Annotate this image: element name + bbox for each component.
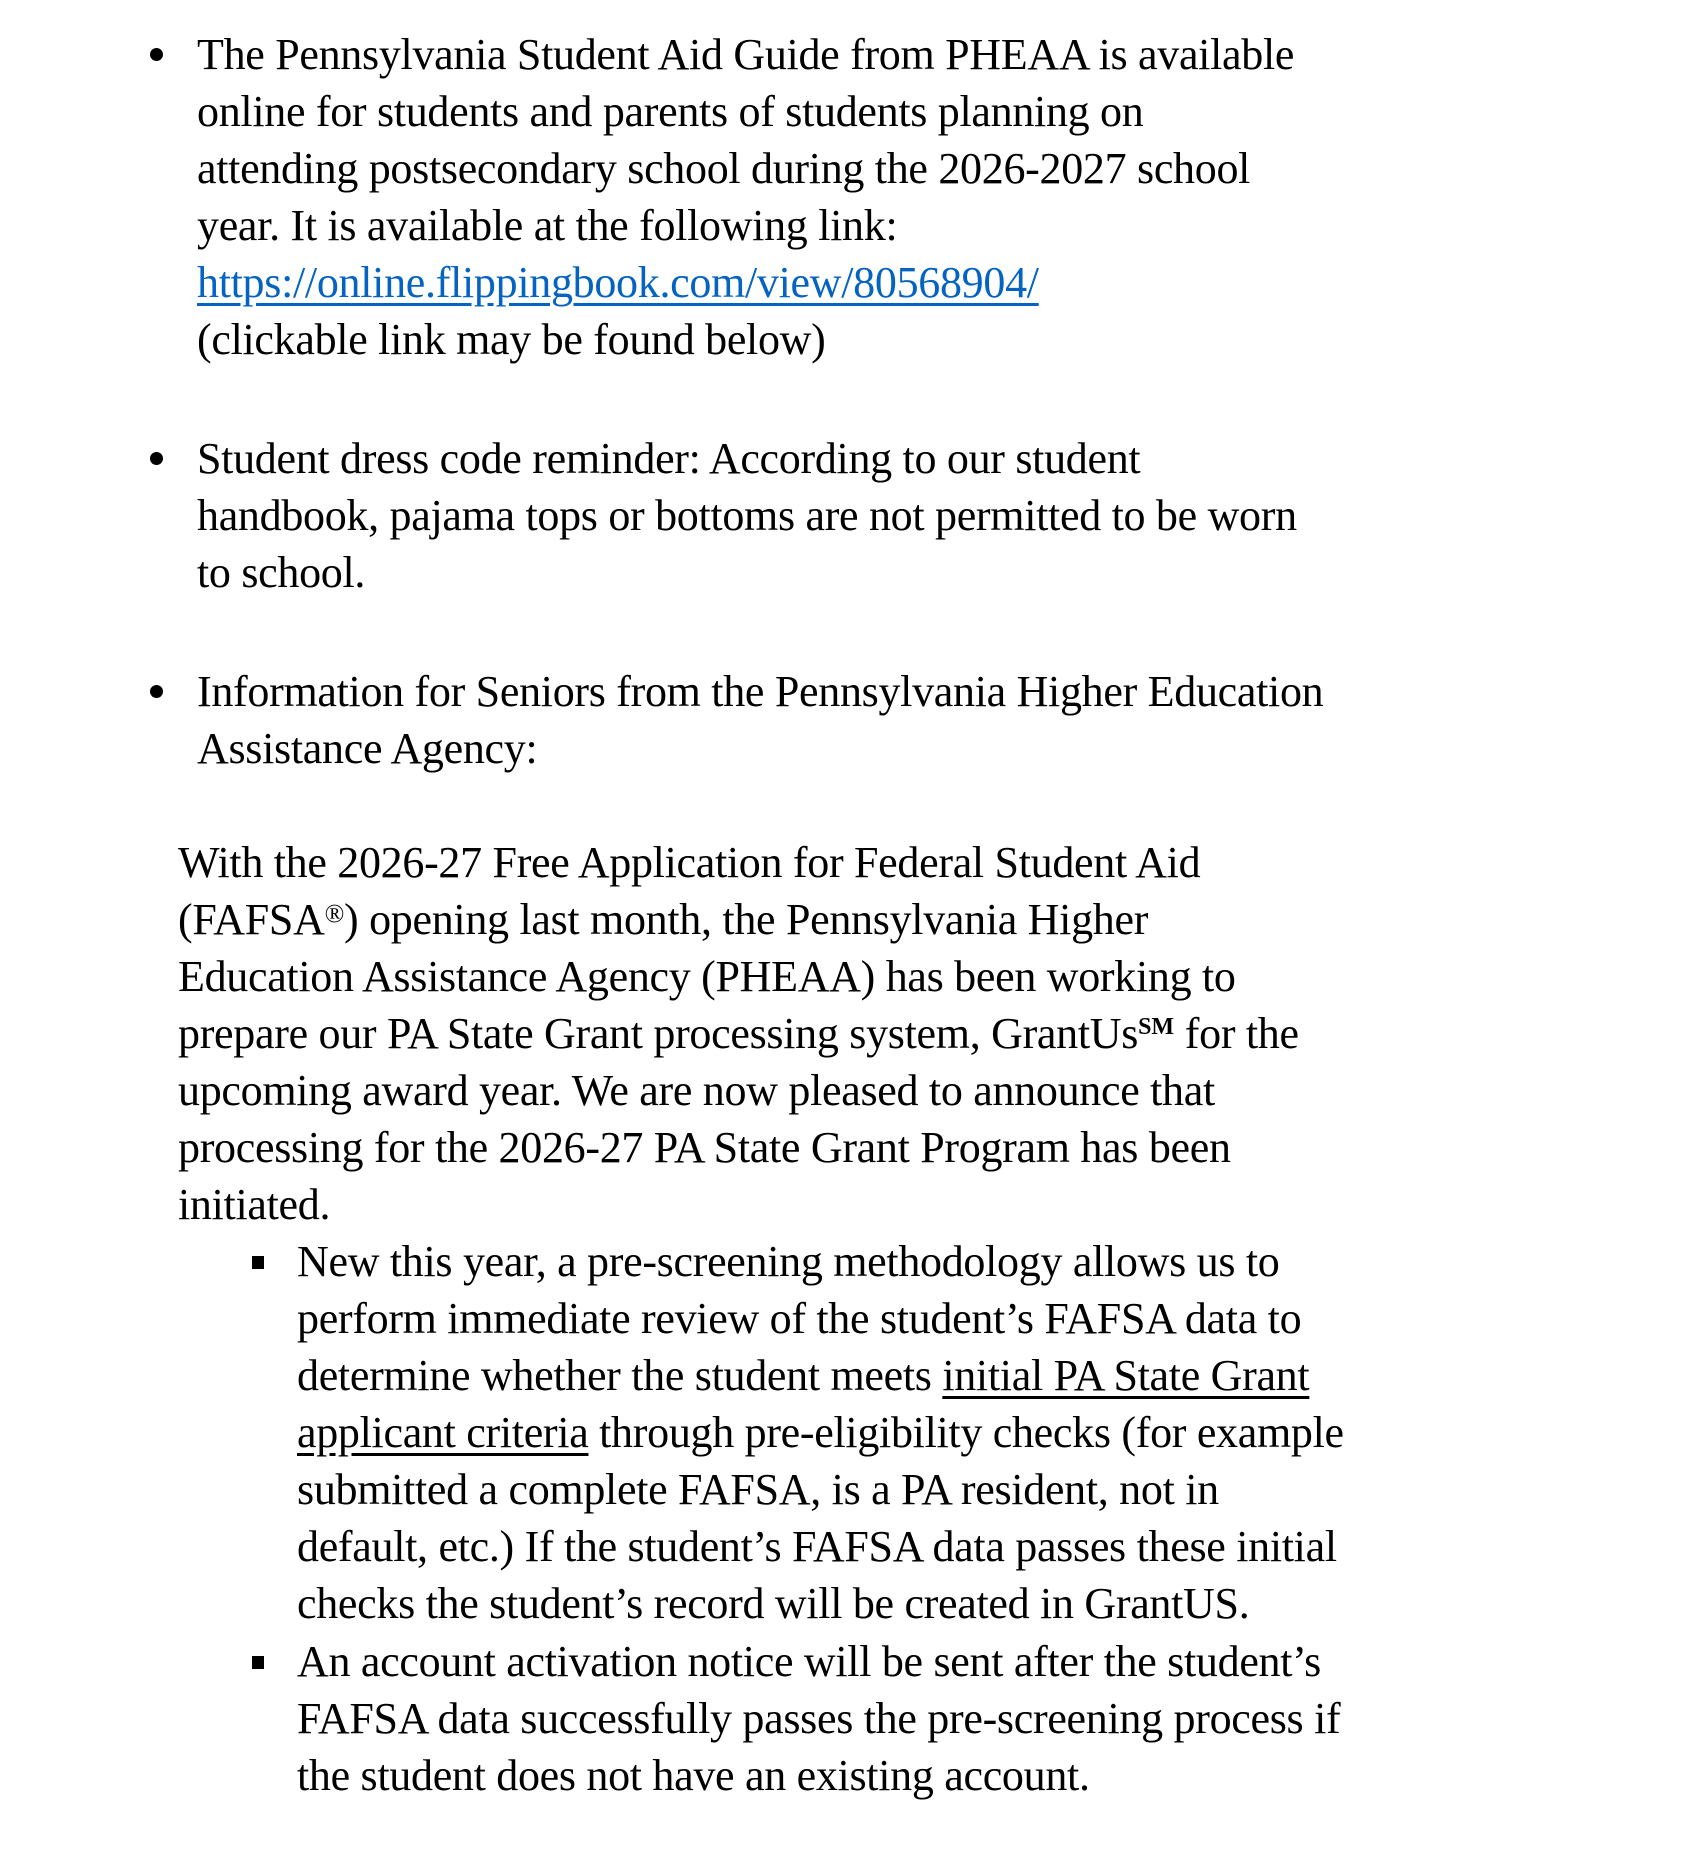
bullet1-line: online for students and parents of students planning on [197, 87, 1144, 136]
subbullet1-line [297, 1404, 1344, 1461]
subbullet2-line: An account activation notice will be sent after the student’s [297, 1637, 1321, 1686]
subbullet-text: through pre-eligibility checks (for example [588, 1408, 1344, 1457]
criteria-underlined-text: initial PA State Grant [942, 1351, 1310, 1400]
subbullet1-line: checks the student’s record will be created in GrantUS. [297, 1579, 1250, 1628]
bullet-dot-icon [150, 452, 163, 465]
paragraph-text: ) opening last month, the Pennsylvania Higher [344, 895, 1149, 944]
paragraph-line: initiated. [178, 1180, 331, 1229]
subbullet1-line: New this year, a pre-screening methodology allows us to [297, 1237, 1280, 1286]
paragraph-line: With the 2026-27 Free Application for Federal Student Aid [178, 838, 1201, 887]
link-line [197, 254, 1039, 311]
student-aid-guide-link[interactable]: https://online.flippingbook.com/view/80568904/ [197, 258, 1039, 307]
paragraph-text: for the [1174, 1009, 1299, 1058]
subbullet1-line: perform immediate review of the student’s FAFSA data to [297, 1294, 1302, 1343]
square-bullet-icon [252, 1656, 264, 1669]
bullet1-line: The Pennsylvania Student Aid Guide from PHEAA is available [197, 30, 1295, 79]
paragraph-text: (FAFSA [178, 895, 325, 944]
bullet2-line: to school. [197, 548, 366, 597]
paragraph-line: processing for the 2026-27 PA State Grant Program has been [178, 1123, 1231, 1172]
bullet3-line: Information for Seniors from the Pennsylvania Higher Education [197, 667, 1324, 716]
subbullet1-line: submitted a complete FAFSA, is a PA resident, not in [297, 1465, 1219, 1514]
paragraph-text: prepare our PA State Grant processing system, GrantUs [178, 1009, 1139, 1058]
subbullet-text: determine whether the student meets [297, 1351, 943, 1400]
bullet-dot-icon [150, 48, 163, 61]
paragraph-line [178, 891, 1148, 948]
bullet1-note: (clickable link may be found below) [197, 315, 826, 364]
paragraph-line: Education Assistance Agency (PHEAA) has been working to [178, 952, 1236, 1001]
square-bullet-icon [252, 1256, 264, 1269]
bullet-dot-icon [150, 685, 163, 698]
subbullet1-line [297, 1347, 1309, 1404]
bullet3-line: Assistance Agency: [197, 724, 538, 773]
paragraph-line: upcoming award year. We are now pleased to announce that [178, 1066, 1215, 1115]
bullet2-line: Student dress code reminder: According to our student [197, 434, 1141, 483]
criteria-underlined-text: applicant criteria [297, 1408, 589, 1457]
subbullet2-line: the student does not have an existing account. [297, 1751, 1090, 1800]
bullet1-line: year. It is available at the following link: [197, 201, 898, 250]
bullet2-line: handbook, pajama tops or bottoms are not permitted to be worn [197, 491, 1297, 540]
bullet1-line: attending postsecondary school during the 2026-2027 school [197, 144, 1251, 193]
paragraph-line [178, 1005, 1299, 1062]
subbullet2-line: FAFSA data successfully passes the pre-screening process if [297, 1694, 1341, 1743]
subbullet1-line: default, etc.) If the student’s FAFSA data passes these initial [297, 1522, 1337, 1571]
registered-mark: ® [324, 899, 345, 928]
service-mark: SM [1138, 1014, 1175, 1040]
